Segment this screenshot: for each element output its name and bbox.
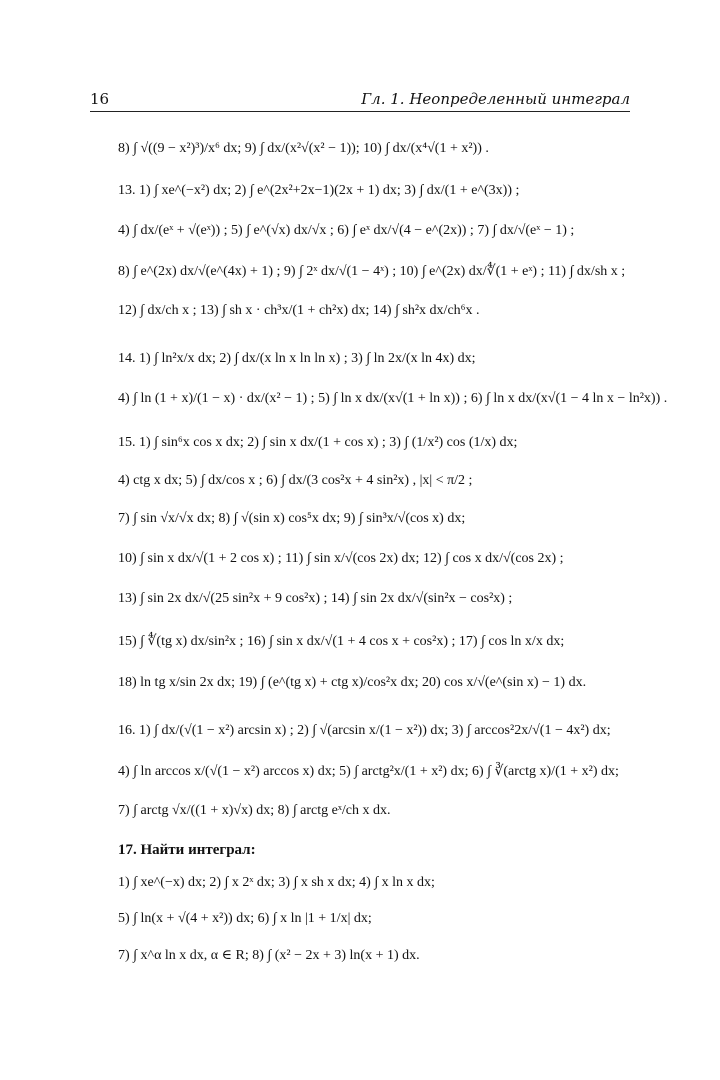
- section-title: 17. Найти интеграл:: [118, 842, 256, 858]
- math-line: 12) ∫ dx/ch x ; 13) ∫ sh x · ch³x/(1 + ch²x) dx; 14) ∫ sh²x dx/ch⁶x .: [118, 303, 480, 318]
- math-line: 16. 1) ∫ dx/(√(1 − x²) arcsin x) ; 2) ∫ √(arcsin x/(1 − x²)) dx; 3) ∫ arccos²2x/√(1 − 4x²) dx;: [118, 723, 611, 738]
- math-line: 7) ∫ sin √x/√x dx; 8) ∫ √(sin x) cos⁵x dx; 9) ∫ sin³x/√(cos x) dx;: [118, 511, 466, 526]
- math-line: 4) ctg x dx; 5) ∫ dx/cos x ; 6) ∫ dx/(3 cos²x + 4 sin²x) , |x| < π/2 ;: [118, 473, 473, 488]
- math-line: 14. 1) ∫ ln²x/x dx; 2) ∫ dx/(x ln x ln ln x) ; 3) ∫ ln 2x/(x ln 4x) dx;: [118, 351, 476, 366]
- page-number: 16: [90, 90, 110, 108]
- math-line: 7) ∫ x^α ln x dx, α ∈ R; 8) ∫ (x² − 2x + 3) ln(x + 1) dx.: [118, 947, 420, 963]
- header-rule: [90, 111, 630, 112]
- math-line: 1) ∫ xe^(−x) dx; 2) ∫ x 2ˣ dx; 3) ∫ x sh x dx; 4) ∫ x ln x dx;: [118, 875, 435, 890]
- math-line: 4) ∫ ln arccos x/(√(1 − x²) arccos x) dx; 5) ∫ arctg²x/(1 + x²) dx; 6) ∫ ∛(arctg x)/(1 + x²) dx;: [118, 763, 619, 779]
- math-line: 18) ln tg x/sin 2x dx; 19) ∫ (e^(tg x) + ctg x)/cos²x dx; 20) cos x/√(e^(sin x) − 1) dx.: [118, 675, 587, 690]
- math-line: 10) ∫ sin x dx/√(1 + 2 cos x) ; 11) ∫ sin x/√(cos 2x) dx; 12) ∫ cos x dx/√(cos 2x) ;: [118, 551, 564, 566]
- math-line: 4) ∫ ln (1 + x)/(1 − x) · dx/(x² − 1) ; 5) ∫ ln x dx/(x√(1 + ln x)) ; 6) ∫ ln x dx/(x√(1 − 4 ln x − ln²x)) .: [118, 391, 668, 406]
- math-line: 8) ∫ e^(2x) dx/√(e^(4x) + 1) ; 9) ∫ 2ˣ dx/√(1 − 4ˣ) ; 10) ∫ e^(2x) dx/∜(1 + eˣ) ; 11) ∫ dx/sh x ;: [118, 263, 626, 279]
- math-line: 5) ∫ ln(x + √(4 + x²)) dx; 6) ∫ x ln |1 + 1/x| dx;: [118, 911, 372, 926]
- math-line: 7) ∫ arctg √x/((1 + x)√x) dx; 8) ∫ arctg eˣ/ch x dx.: [118, 803, 391, 818]
- math-line: 4) ∫ dx/(eˣ + √(eˣ)) ; 5) ∫ e^(√x) dx/√x ; 6) ∫ eˣ dx/√(4 − e^(2x)) ; 7) ∫ dx/√(eˣ − 1) ;: [118, 223, 575, 238]
- running-title: Гл. 1. Неопределенный интеграл: [361, 90, 630, 108]
- math-line: 8) ∫ √((9 − x²)³)/x⁶ dx; 9) ∫ dx/(x²√(x² − 1)); 10) ∫ dx/(x⁴√(1 + x²)) .: [118, 141, 489, 156]
- math-line: 13) ∫ sin 2x dx/√(25 sin²x + 9 cos²x) ; 14) ∫ sin 2x dx/√(sin²x − cos²x) ;: [118, 591, 513, 606]
- running-header: [90, 90, 630, 112]
- math-line: 15. 1) ∫ sin⁶x cos x dx; 2) ∫ sin x dx/(1 + cos x) ; 3) ∫ (1/x²) cos (1/x) dx;: [118, 435, 518, 450]
- math-line: 13. 1) ∫ xe^(−x²) dx; 2) ∫ e^(2x²+2x−1)(2x + 1) dx; 3) ∫ dx/(1 + e^(3x)) ;: [118, 183, 520, 198]
- math-line: 15) ∫ ∜(tg x) dx/sin²x ; 16) ∫ sin x dx/√(1 + 4 cos x + cos²x) ; 17) ∫ cos ln x/x dx;: [118, 633, 565, 649]
